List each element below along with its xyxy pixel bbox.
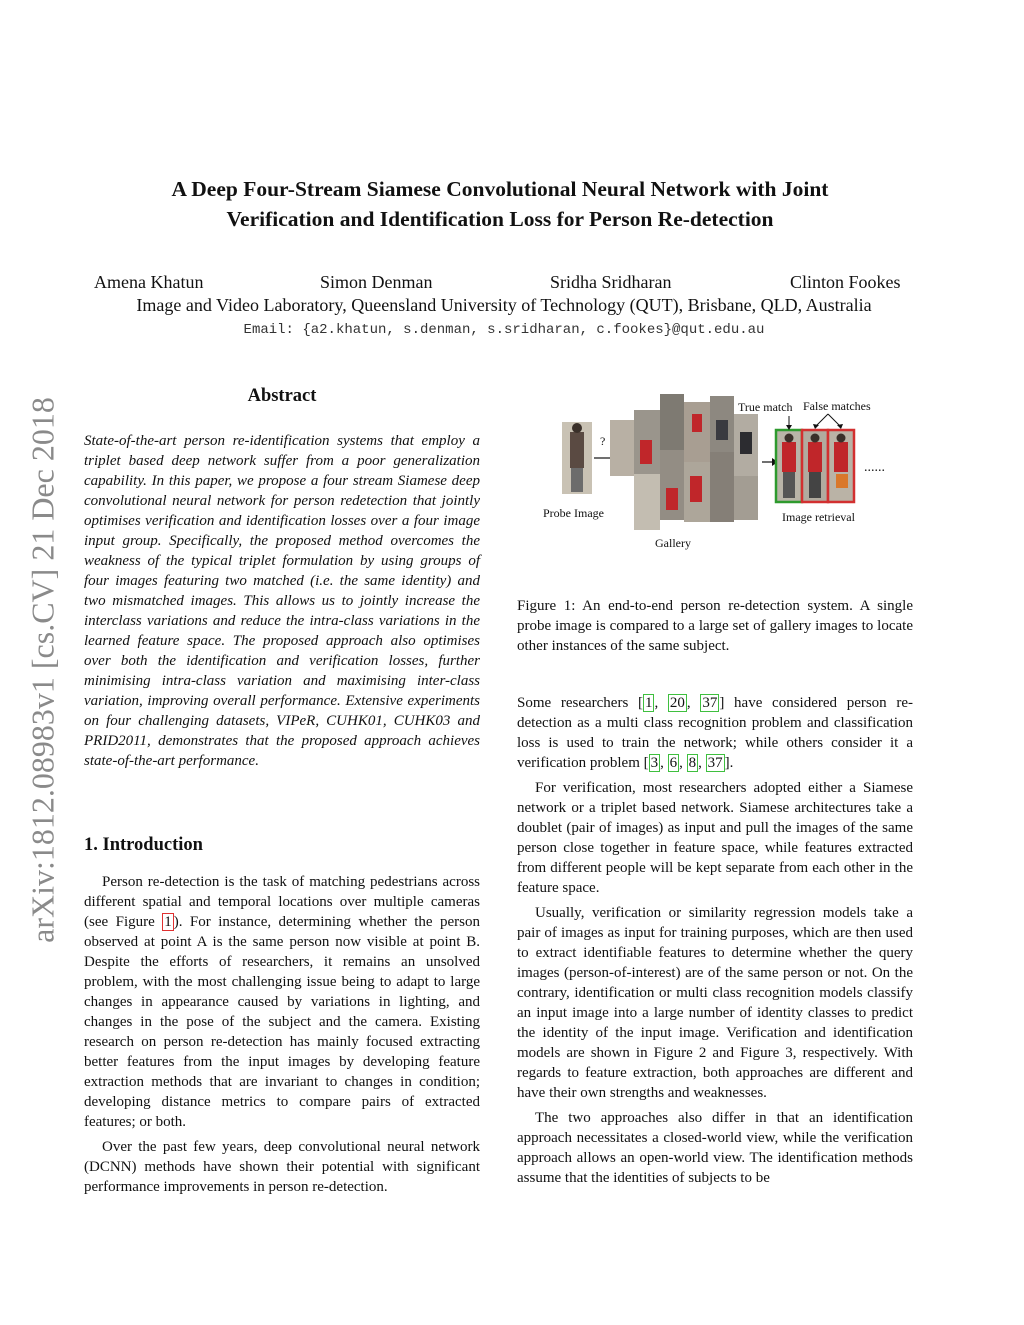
citation-link[interactable]: 6 bbox=[669, 755, 678, 771]
citation-link[interactable]: 3 bbox=[650, 755, 659, 771]
citation-link[interactable]: 37 bbox=[707, 755, 723, 771]
citation-link[interactable]: 1 bbox=[644, 695, 653, 711]
figure-1-link[interactable]: 1 bbox=[164, 914, 172, 930]
false-match-pointer-2 bbox=[828, 414, 840, 426]
true-match-label: True match bbox=[738, 400, 793, 414]
arxiv-sidebar bbox=[18, 350, 68, 990]
right-paragraph-4: The two approaches also differ in that an identification approach necessitates a closed-world view, while the verification approach allows an open-world view. The identification methods assume that the identities of subjects to be bbox=[517, 1110, 913, 1186]
right-paragraph-1: Some researchers [ 1 , 20 , 37 ] have considered person re-detection as a multi class recognition problem and classification loss is used to train the network; while others consider it a verification problem [ 3 , 6 , 8 , 37 ]. bbox=[517, 695, 914, 771]
author-2: Simon Denman bbox=[320, 272, 433, 292]
abstract-text: State-of-the-art person re-identification systems that employ a triplet based deep network suffer from a poor generalization capability. In this paper, we propose a four stream Siamese deep convolutional neural network for person redetection that jointly optimises verification and identification losses over a four image input group. Specifically, the proposed method overcomes the weakness of the typical triplet formulation by using groups of four images featuring two matched (i.e. the same identity) and two mismatched images. This allows us to jointly increase the interclass variations and reduce the intra-class variations in the learned feature space. The proposed approach also optimises over both the identification and verification losses, further minimising intra-class variation and maximising inter-class variation, improving overall performance. Extensive experiments on four challenging datasets, VIPeR, CUHK01, CUHK03 and PRID2011, demonstrates that the proposed approach achieves state-of-the-art performance. bbox=[84, 433, 480, 769]
image-retrieval-label: Image retrieval bbox=[782, 510, 855, 524]
figure-1-caption: Figure 1: An end-to-end person re-detection system. A single probe image is compared to a large set of gallery images to locate other instances of the same subject. bbox=[517, 598, 913, 654]
right-paragraph-2: For verification, most researchers adopted either a Siamese network or a triplet based network. Siamese architectures take a doublet (pair of images) as input and pull the images of the same person close together in feature space, while features extracted from different people will be kept separate from each other in the feature space. bbox=[517, 780, 913, 896]
arxiv-id: arXiv:1812.08983v1 [cs.CV] 21 Dec 2018 bbox=[24, 397, 61, 943]
right-p1-text-a: Some researchers [ bbox=[517, 695, 643, 711]
gallery-label: Gallery bbox=[655, 536, 691, 550]
author-3: Sridha Sridharan bbox=[550, 272, 672, 292]
affiliation: Image and Video Laboratory, Queensland University of Technology (QUT), Brisbane, QLD, Australia bbox=[136, 295, 872, 315]
right-column-body bbox=[517, 693, 913, 1193]
paper-title bbox=[80, 174, 920, 234]
right-paragraph-3: Usually, verification or similarity regression models take a pair of images as input for training purposes, which are then used to extract identifiable features to determine whether the query images (person-of-interest) are of the same person or not. On the contrary, identification or multi class recognition models classify an input image into a large number of identity classes to predict the identity of the input image. Verification and identification models are shown in Figure 2 and Figure 3, respectively. With regards to feature extraction, both approaches are different and have their own strengths and weaknesses. bbox=[517, 905, 913, 1101]
right-p1-text-c: ]. bbox=[724, 755, 734, 771]
author-1: Amena Khatun bbox=[94, 272, 204, 292]
false-match-pointer-1 bbox=[816, 414, 828, 426]
section-heading-introduction: 1. Introduction bbox=[84, 835, 203, 855]
intro-paragraph-1 bbox=[84, 872, 480, 1132]
abstract-heading: Abstract bbox=[247, 386, 317, 406]
false-match-pointer-head-2 bbox=[837, 424, 843, 429]
intro-p1-text-a: Person re-detection is the task of matching pedestrians across different spatial and temporal locations over multiple cameras (see Figure bbox=[84, 874, 480, 930]
author-4: Clinton Fookes bbox=[790, 272, 901, 292]
right-p1-text-b: ] have considered person re-detection as a multi class recognition problem and classification loss is used to train the network; while others consider it a verification problem [ bbox=[517, 695, 914, 771]
title-line-2: Verification and Identification Loss for Person Re-detection bbox=[226, 207, 774, 231]
intro-body bbox=[84, 872, 480, 1202]
false-match-pointer-head-1 bbox=[813, 424, 819, 429]
figure-1-illustration bbox=[536, 392, 916, 562]
gallery-mosaic bbox=[610, 394, 758, 530]
intro-p1-text-b: ). For instance, determining whether the person observed at point A is the same person now visible at point B. Despite the efforts of researchers, it remains an unsolved problem, with the most challenging issue being to adapt to large changes in appearance caused by variations in lighting, and changes in the pose of the subject and the camera. Existing research on person re-detection has mainly focused extracting better features from the input images by developing feature extraction methods that are invariant to changes in condition; developing distance metrics to compare pairs of extracted features; or both. bbox=[84, 914, 480, 1130]
question-mark: ? bbox=[600, 434, 606, 448]
retrieved-false-match-1 bbox=[802, 430, 828, 502]
retrieved-true-match bbox=[776, 430, 802, 502]
intro-paragraph-2: Over the past few years, deep convolutional neural network (DCNN) methods have shown their potential with significant performance improvements in person re-detection. bbox=[84, 1139, 480, 1195]
citation-link[interactable]: 20 bbox=[669, 695, 685, 711]
email-line[interactable]: Email: {a2.khatun, s.denman, s.sridharan, c.fookes}@qut.edu.au bbox=[243, 322, 765, 338]
probe-image-label: Probe Image bbox=[543, 506, 604, 520]
citation-link[interactable]: 8 bbox=[688, 755, 697, 771]
retrieved-false-match-2 bbox=[828, 430, 854, 502]
title-line-1: A Deep Four-Stream Siamese Convolutional Neural Network with Joint bbox=[171, 177, 829, 201]
citation-link[interactable]: 37 bbox=[702, 695, 718, 711]
more-results-ellipsis: ...... bbox=[864, 460, 885, 475]
probe-image bbox=[562, 422, 592, 494]
figure-1 bbox=[536, 392, 916, 562]
false-matches-label: False matches bbox=[803, 399, 871, 413]
